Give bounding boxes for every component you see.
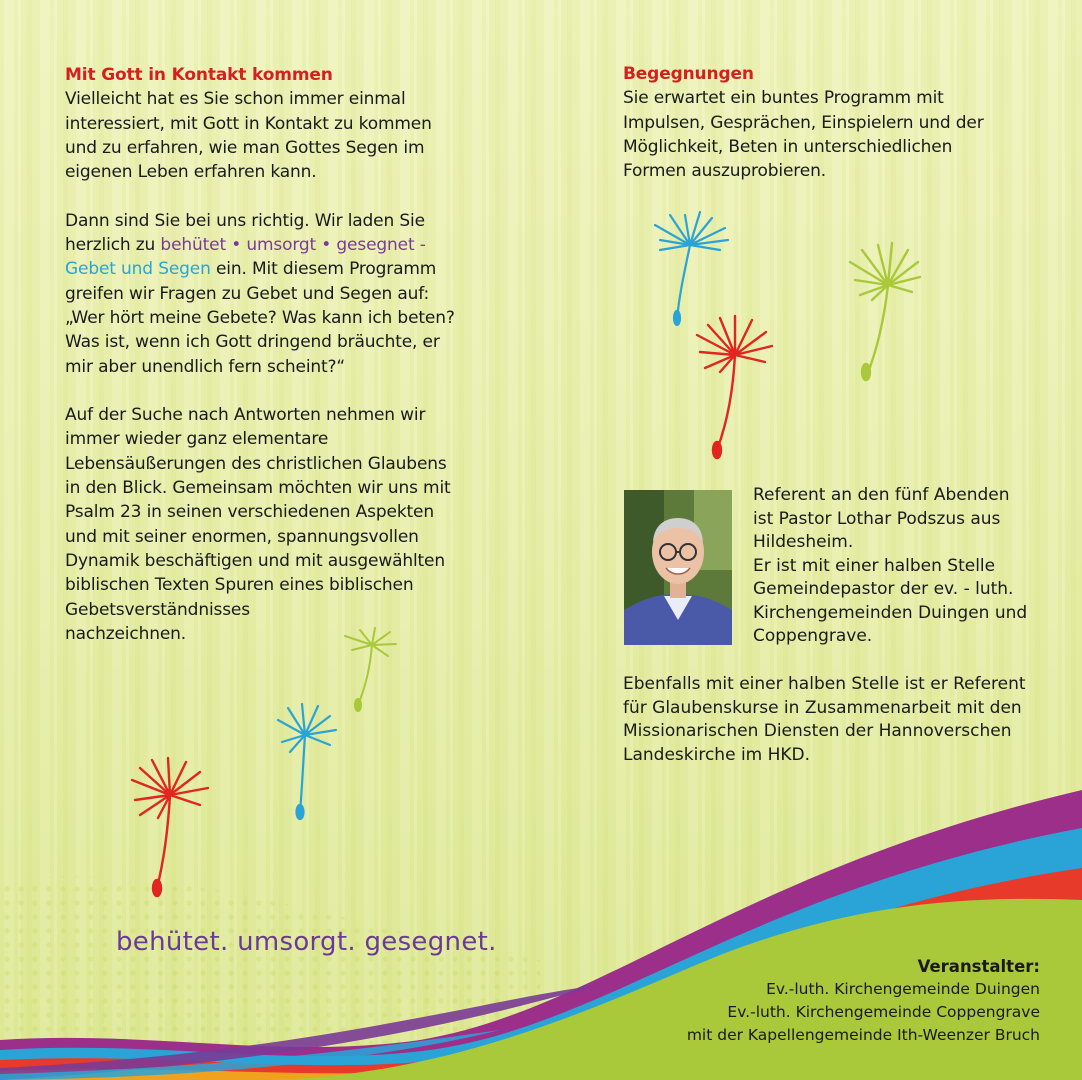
intro-paragraph-3: [65, 403, 495, 646]
organizer-title: Veranstalter:: [917, 957, 1040, 976]
intro-heading: Mit Gott in Kontakt kommen: [65, 65, 333, 85]
tagline: behütet. umsorgt. gesegnet.: [116, 927, 497, 957]
text-line: mir aber unendlich fern scheint?“: [65, 356, 346, 377]
text-line: Landeskirche im HKD.: [623, 744, 811, 765]
intro-paragraph-1: [65, 87, 495, 184]
text-line: herzlich zu behütet • umsorgt • gesegnet -: [65, 235, 426, 256]
text-line: in den Blick. Gemeinsam möchten wir uns mit: [65, 478, 451, 499]
text-line: „Wer hört meine Gebete? Was kann ich beten?: [65, 307, 455, 328]
text-line: ist Pastor Lothar Podszus aus: [753, 508, 1001, 529]
text-line: und mit seiner enormen, spannungsvollen: [65, 526, 419, 547]
text-line: eigenen Leben erfahren kann.: [65, 162, 317, 183]
text-line: Missionarischen Diensten der Hannoverschen: [623, 721, 1012, 741]
text-line: Er ist mit einer halben Stelle: [753, 555, 996, 576]
speaker-photo: [624, 490, 732, 645]
text-line: Möglichkeit, Beten in unterschiedlichen: [623, 136, 953, 157]
text-line: Gemeindepastor der ev. - luth.: [753, 579, 1014, 599]
text-line: Dynamik beschäftigen und mit ausgewählten: [65, 550, 445, 571]
text-line: Impulsen, Gesprächen, Einspielern und der: [623, 112, 984, 133]
text-line: Vielleicht hat es Sie schon immer einmal: [65, 89, 406, 110]
text-line: und zu erfahren, wie man Gottes Segen im: [65, 137, 425, 158]
text-line: Gebetsverständnisses: [65, 599, 250, 620]
text-line: Gebet und Segen ein. Mit diesem Programm: [65, 259, 437, 280]
organizer-line: Ev.-luth. Kirchengemeinde Duingen: [766, 980, 1040, 998]
text-line: Kirchengemeinden Duingen und: [753, 602, 1028, 623]
intro-column: [65, 63, 495, 646]
intro-paragraph-2: [65, 209, 495, 379]
text-line: Referent an den fünf Abenden: [753, 485, 1010, 505]
text-line: interessiert, mit Gott in Kontakt zu kommen: [65, 113, 432, 134]
text-line: Ebenfalls mit einer halben Stelle ist er Referent: [623, 674, 1026, 694]
text-line: Psalm 23 in seinen verschiedenen Aspekten: [65, 502, 434, 523]
organizer-block: [687, 955, 1040, 1047]
organizer-line: Ev.-luth. Kirchengemeinde Coppengrave: [727, 1003, 1040, 1021]
text-line: Hildesheim.: [753, 532, 854, 552]
text-line: Coppengrave.: [753, 626, 873, 646]
text-line: Dann sind Sie bei uns richtig. Wir laden Sie: [65, 210, 425, 231]
text-line: nachzeichnen.: [65, 623, 187, 644]
program-title: behütet • umsorgt • gesegnet: [160, 235, 415, 256]
text-line: Auf der Suche nach Antworten nehmen wir: [65, 405, 426, 426]
text-line: Sie erwartet ein buntes Programm mit: [623, 88, 944, 109]
speaker-role-paragraph: [623, 673, 1063, 767]
text-line: immer wieder ganz elementare: [65, 429, 329, 450]
encounters-column: [623, 62, 1043, 183]
text-line: Lebensäußerungen des christlichen Glaubens: [65, 453, 447, 474]
encounters-paragraph: [623, 86, 1043, 183]
text-line: biblischen Texten Spuren eines biblischen: [65, 575, 414, 596]
speaker-bio: [753, 484, 1073, 649]
program-subtitle: Gebet und Segen: [65, 259, 211, 280]
text-line: Formen auszuprobieren.: [623, 161, 826, 182]
text-line: Was ist, wenn ich Gott dringend bräuchte, er: [65, 332, 440, 353]
text-line: für Glaubenskurse in Zusammenarbeit mit den: [623, 697, 1022, 718]
encounters-heading: Begegnungen: [623, 64, 754, 84]
organizer-line: mit der Kapellengemeinde Ith-Weenzer Bruch: [686, 1026, 1040, 1044]
text-line: greifen wir Fragen zu Gebet und Segen auf:: [65, 283, 430, 304]
